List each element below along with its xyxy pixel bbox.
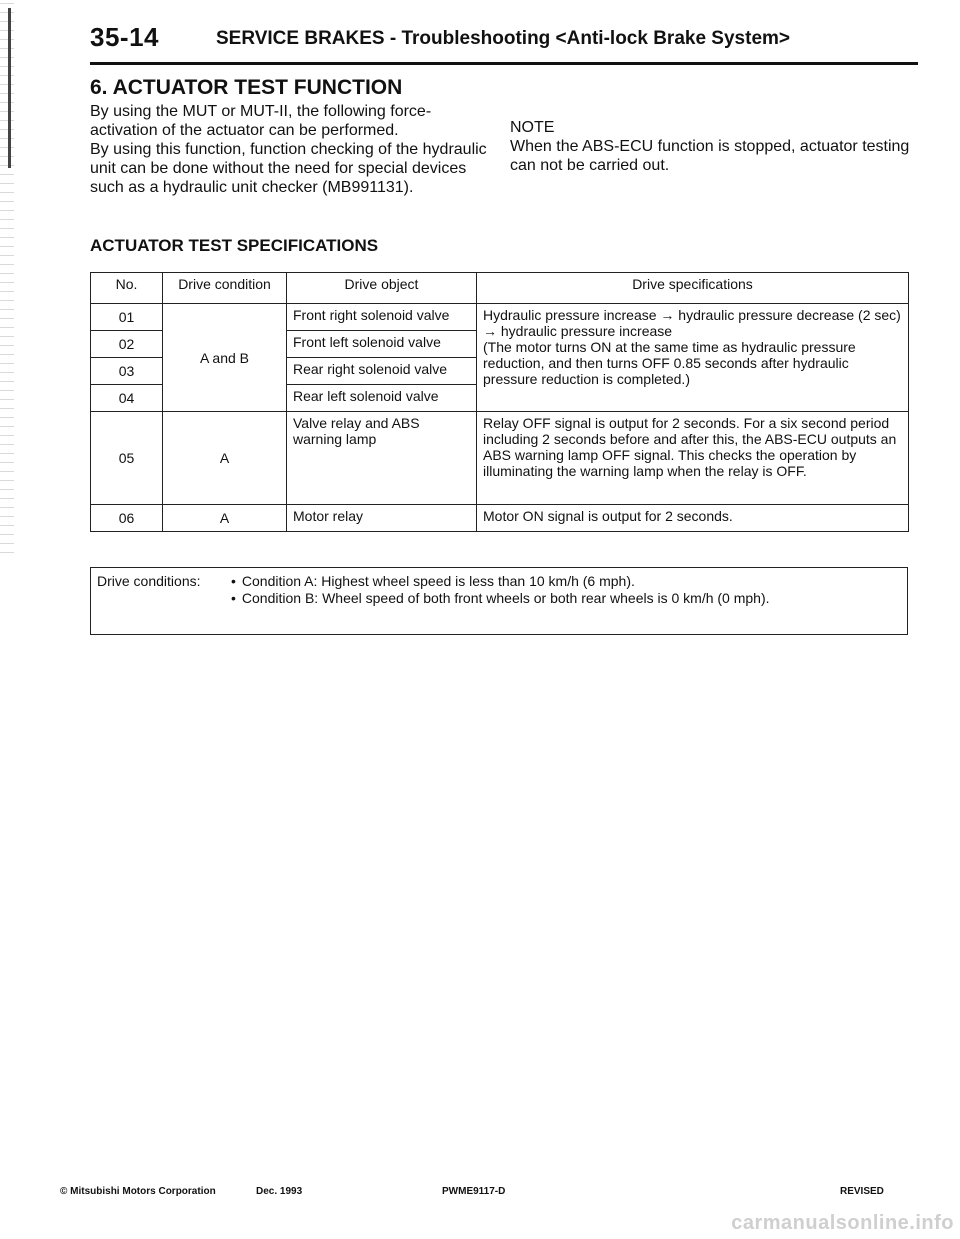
footer-status: REVISED xyxy=(840,1186,884,1197)
condition-a: • Condition A: Highest wheel speed is less than 10 km/h (6 mph). xyxy=(231,573,770,590)
row-specification: Motor ON signal is output for 2 seconds. xyxy=(477,505,909,532)
intro-paragraph-1: By using the MUT or MUT-II, the following force-activation of the actuator can be performed. xyxy=(90,103,432,139)
row-condition: A and B xyxy=(163,304,287,412)
row-object: Rear right solenoid valve xyxy=(287,358,477,385)
note-block xyxy=(510,118,920,175)
table-header-row xyxy=(91,273,909,304)
note-label: NOTE xyxy=(510,119,555,136)
footer-date: Dec. 1993 xyxy=(256,1186,303,1197)
row-specification: Relay OFF signal is output for 2 seconds. For a six second period including 2 seconds before and after this, the ABS-ECU outputs an ABS warning lamp OFF signal. This checks the operation by illuminating the warning lamp when the relay is OFF. xyxy=(477,412,909,505)
header-drive-condition: Drive condition xyxy=(163,273,287,304)
header-drive-specifications: Drive specifications xyxy=(477,273,909,304)
page-header xyxy=(90,22,920,66)
section-title: SERVICE BRAKES - Troubleshooting <Anti-lock Brake System> xyxy=(216,28,790,49)
spec-motor-note: (The motor turns ON at the same time as hydraulic pressure reduction, and then turns OFF 0.85 seconds after hydraulic pressure reduction is completed.) xyxy=(483,339,856,387)
drive-conditions-list xyxy=(231,573,770,607)
row-no: 04 xyxy=(91,385,163,412)
table-row xyxy=(91,304,909,331)
row-condition: A xyxy=(163,412,287,505)
page-number: 35-14 xyxy=(90,22,159,52)
binding-edge xyxy=(0,0,14,560)
row-no: 05 xyxy=(91,412,163,505)
row-specification xyxy=(477,304,909,412)
row-object: Front left solenoid valve xyxy=(287,331,477,358)
table-row xyxy=(91,412,909,505)
binding-mark xyxy=(8,8,11,168)
section-heading: 6. ACTUATOR TEST FUNCTION xyxy=(90,76,403,99)
intro-paragraph-2: By using this function, function checking of the hydraulic unit can be done without the need for special devices such as a hydraulic unit checker (MB991131). xyxy=(90,141,487,196)
header-drive-object: Drive object xyxy=(287,273,477,304)
row-no: 01 xyxy=(91,304,163,331)
row-no: 02 xyxy=(91,331,163,358)
row-object: Front right solenoid valve xyxy=(287,304,477,331)
row-object: Motor relay xyxy=(287,505,477,532)
header-divider xyxy=(90,62,918,65)
drive-conditions-box xyxy=(90,567,908,635)
row-condition: A xyxy=(163,505,287,532)
page-footer xyxy=(60,1186,920,1206)
header-no: No. xyxy=(91,273,163,304)
note-text: When the ABS-ECU function is stopped, actuator testing can not be carried out. xyxy=(510,138,910,174)
footer-doc-code: PWME9117-D xyxy=(442,1186,506,1197)
row-object: Valve relay and ABS warning lamp xyxy=(287,412,477,505)
watermark: carmanualsonline.info xyxy=(731,1212,954,1234)
footer-copyright: © Mitsubishi Motors Corporation xyxy=(60,1186,216,1197)
spec-pressure-cycle: Hydraulic pressure increase → hydraulic pressure decrease (2 sec) → hydraulic pressure increase xyxy=(483,307,901,339)
condition-b: • Condition B: Wheel speed of both front wheels or both rear wheels is 0 km/h (0 mph). xyxy=(231,590,770,607)
table-row xyxy=(91,505,909,532)
drive-conditions-label: Drive conditions: xyxy=(97,573,201,589)
row-no: 06 xyxy=(91,505,163,532)
intro-text xyxy=(90,102,490,197)
row-object: Rear left solenoid valve xyxy=(287,385,477,412)
row-no: 03 xyxy=(91,358,163,385)
table-heading: ACTUATOR TEST SPECIFICATIONS xyxy=(90,236,379,255)
actuator-test-table xyxy=(90,272,909,532)
